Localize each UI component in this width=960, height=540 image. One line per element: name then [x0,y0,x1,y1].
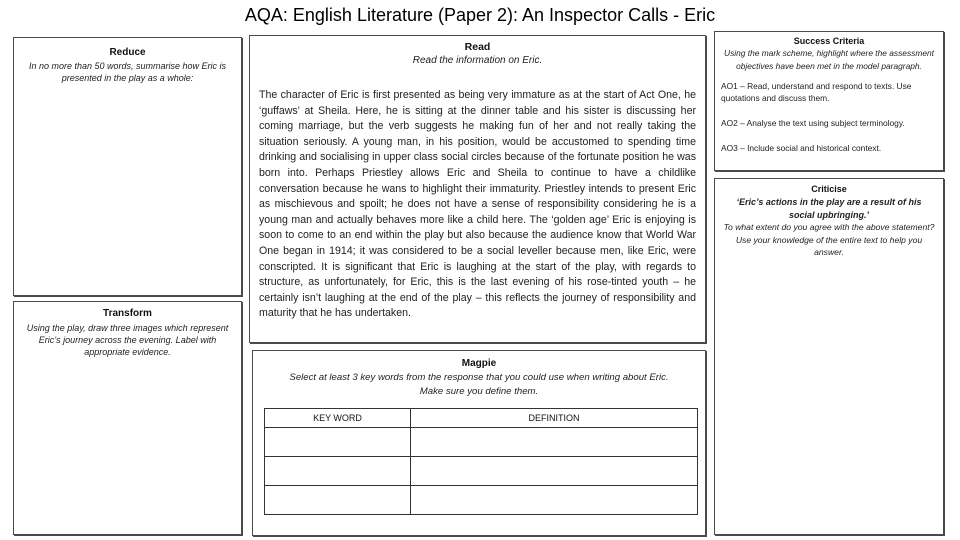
magpie-instruction-2: Make sure you define them. [419,386,539,397]
keyword-cell[interactable] [265,486,411,515]
transform-instruction: Using the play, draw three images which represent Eric’s journey across the evening. Label with appropriate evidence. [26,323,229,357]
table-header-row [265,409,698,428]
definition-cell[interactable] [411,486,698,515]
magpie-instruction-1: Select at least 3 key words from the response that you could use when writing about Eric. [289,372,669,383]
read-box [249,35,706,343]
ao1-criterion: AO1 – Read, understand and respond to texts. Use quotations and discuss them. [721,81,912,103]
success-instruction: Using the mark scheme, highlight where the assessment objectives have been met in the model paragraph. [724,48,934,71]
table-row [265,428,698,457]
success-criteria-box [714,31,944,171]
table-row [265,486,698,515]
ao3-criterion: AO3 – Include social and historical context. [721,143,882,153]
eric-paragraph: The character of Eric is first presented as being very immature as at the start of Act One, he ‘guffaws’ at Sheila. Here, he is sitting at the dinner table and his sister is discussing her coming marriage, but the verb suggests he making fun of her and not really taking the situation seriously. A young man, in his position, would be accustomed to spending time drinking and socialising in upper class social circles because of the fortunate position he was born into. Perhaps Priestley allows Eric and Sheila to continue to have a childlike conversation because he wans to highlight their immaturity. Priestley intends to present Eric as mischievous and spoilt; he does not have a sense of responsibility considering he is a young man and actually behaves more like a child here. The ‘golden age’ Eric is enjoying is soon to come to an end within the play but also because the audience know that World War One began in 1914; it was considered to be a social leveller because men, like Eric, were conscripted. It is significant that Eric is laughing at the start of the play, with regards to structure, as unfortunately, for Eric, this is the last evening of his rose-tinted youth – he certainly isn’t laughing at the end of the play – this reflects the journey of responsibility and maturity that he has undertaken. [259,89,696,320]
criticise-box[interactable] [714,178,944,535]
page-title: AQA: English Literature (Paper 2): An Inspector Calls - Eric [244,5,716,25]
keyword-cell[interactable] [265,457,411,486]
reduce-box[interactable] [13,37,242,296]
definition-cell[interactable] [411,457,698,486]
definition-cell[interactable] [411,428,698,457]
ao2-criterion: AO2 – Analyse the text using subject terminology. [721,118,905,128]
magpie-heading: Magpie [461,358,497,369]
criticise-quote: ‘Eric’s actions in the play are a result of his social upbringing.’ [736,197,922,220]
reduce-heading: Reduce [109,47,146,58]
definition-column-header: DEFINITION [411,409,698,428]
criticise-question: To what extent do you agree with the above statement? Use your knowledge of the entire text to help you answer. [723,222,935,257]
transform-box[interactable] [13,301,242,535]
read-heading: Read [464,41,491,53]
transform-heading: Transform [103,308,152,319]
keyword-cell[interactable] [265,428,411,457]
read-instruction: Read the information on Eric. [412,55,543,66]
keyword-column-header: KEY WORD [265,409,411,428]
success-heading: Success Criteria [793,36,865,46]
criticise-heading: Criticise [811,184,847,194]
reduce-instruction: In no more than 50 words, summarise how Eric is presented in the play as a whole: [28,61,227,83]
keyword-table [264,408,698,515]
table-row [265,457,698,486]
magpie-box [252,350,706,536]
